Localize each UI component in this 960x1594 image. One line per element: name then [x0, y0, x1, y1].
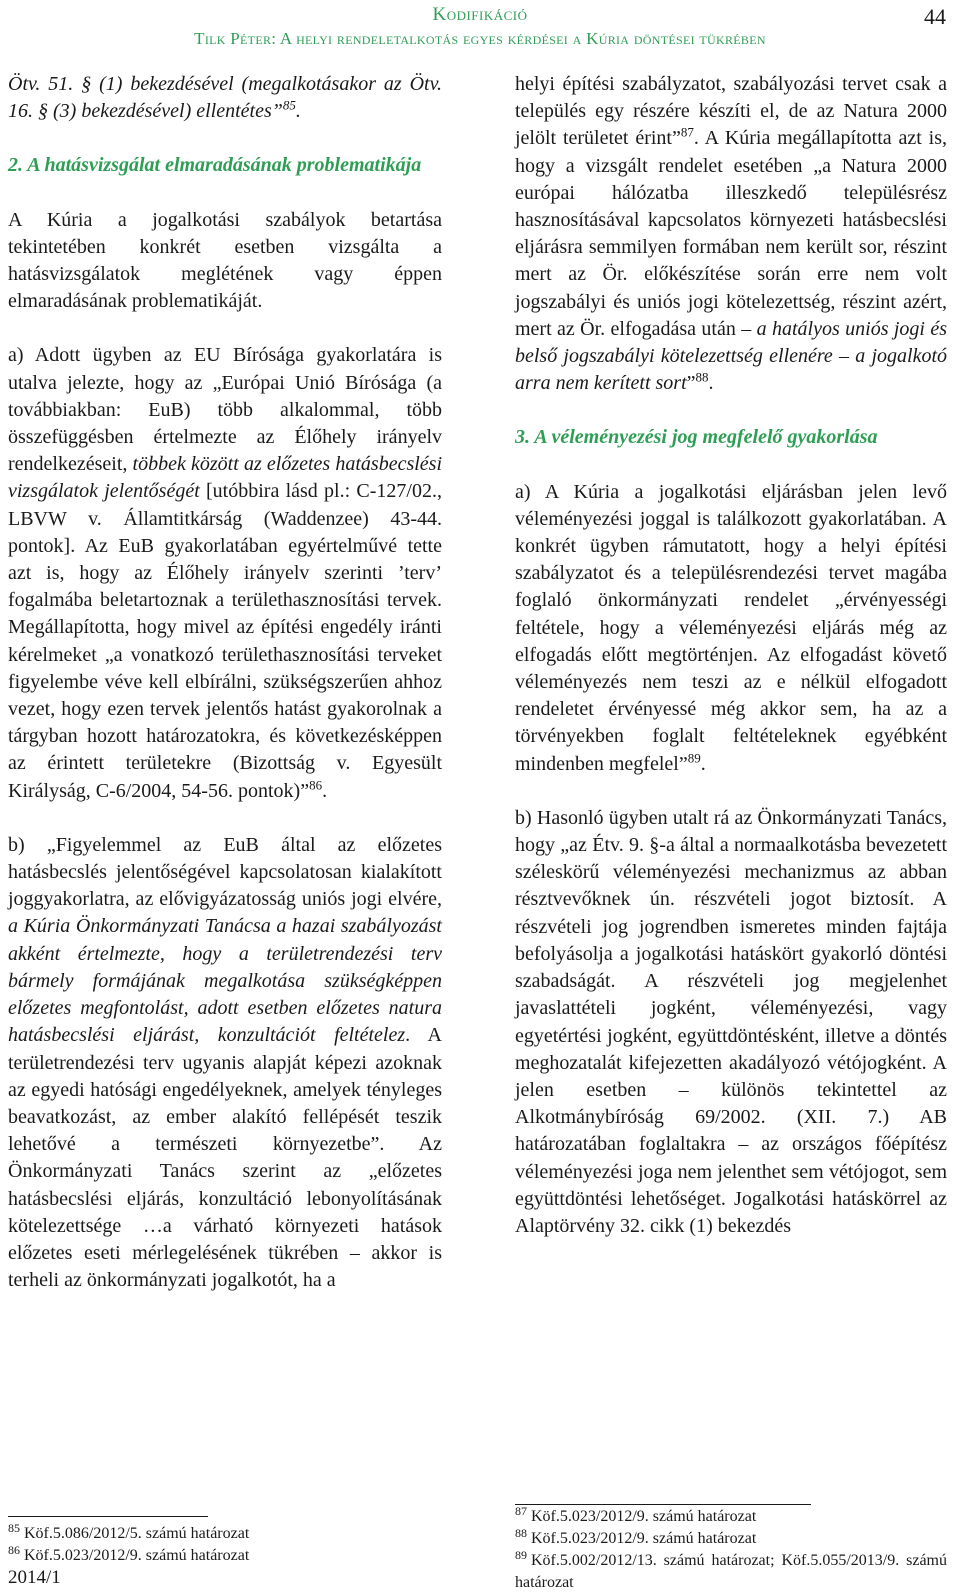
- footnote-85: $^{85}$ Köf.5.086/2012/5. számú határozat: [8, 1520, 250, 1542]
- intro-paragraph: Ötv. 51. § (1) bekezdésével (megalkotásakor az Ötv. 16. § (3) bekezdésével) ellentétes”$^{85}$.: [8, 73, 442, 123]
- journal-title: Kodifikáció: [432, 4, 528, 25]
- paragraph-hatasvizsgalat: A Kúria a jogalkotási szabályok betartása tekintetében konkrét esetben vizsgálta a hatásvizsgálatok meglétének vagy éppen elmaradásának problematikáját.: [8, 208, 442, 313]
- footnote-ref-86[interactable]: 86: [309, 777, 323, 793]
- footnotes-right: [515, 1503, 947, 1594]
- paragraph-b-eub: b) „Figyelemmel az EuB által az előzetes hatásbecslés jelentőségével kapcsolatosan kialakított joggyakorlatra, az elővigyázatosság uniós jogi elvére, a Kúria Önkormányzati Tanácsa a hazai szabályozást akként értelmezte, hogy a területrendezési terv bármely formájának megalkotása szükségképpen előzetes megfontolást, adott esetben előzetes natura hatásbecslési eljárást, konzultációt feltételez. A területrendezési terv ugyanis alapját képezi azoknak az egyedi hatósági engedélyeknek, amelyek tényleges beavatkozást, az ember alakító fellépését teszik lehetővé a természeti környezetbe”. Az Önkormányzati Tanács szerint az „előzetes hatásbecslési eljárás, konzultáció lebonyolításának kötelezettsége …a várható környezeti hatások előzetes eseti mérlegelésének tükrében – akkor is terheli az önkormányzati jogalkotót, ha a: [8, 833, 442, 1292]
- page-number: 44: [924, 4, 946, 29]
- footnote-87: $^{87}$ Köf.5.023/2012/9. számú határozat: [515, 1503, 757, 1525]
- footnote-ref-89[interactable]: 89: [687, 750, 701, 766]
- issue-number: 2014/1: [8, 1567, 61, 1588]
- footnote-rule-left-2: [8, 1516, 208, 1517]
- section-heading-2: 2. A hatásvizsgálat elmaradásának problematikája: [8, 154, 422, 177]
- footnote-89: $^{89}$ Köf.5.002/2012/13. számú határozat; Köf.5.055/2013/9. számú határozat: [515, 1547, 947, 1591]
- left-column: [8, 71, 442, 1294]
- paragraph-natura: helyi építési szabályzatot, szabályozási tervet csak a település egy részére készíti el, de az Natura 2000 jelölt területet érint”$^{87}$. A Kúria megállapította azt is, hogy a vizsgált rendelet esetében „a Natura 2000 európai hálózatba illeszkedő településrész hasznosításával kapcsolatos környezeti hatásbecslési eljárásra semmilyen formában nem került sor, részint mert az Ör. előkészítése során erre nem volt jogszabályi és uniós jogi kötelezettség, részint azért, mert az Ör. elfogadása után – a hatályos uniós jogi és belső jogszabályi kötelezettség ellenére – a jogalkotó arra nem kerített sort”$^{88}$.: [515, 73, 947, 395]
- footnote-ref-87[interactable]: 87: [680, 124, 694, 140]
- footnotes-left-block: [8, 1516, 442, 1589]
- right-column: [515, 71, 947, 1240]
- footnote-rule-right: [515, 1504, 811, 1505]
- footnote-86: $^{86}$ Köf.5.023/2012/9. számú határozat: [8, 1542, 250, 1564]
- paragraph-a-velemenyezes: a) A Kúria a jogalkotási eljárásban jelen levő véleményezési joggal is találkozott gyakorlatában. A konkrét ügyben rámutatott, hogy a helyi építési szabályzatot és a településrendezési tervet magába foglaló önkormányzati rendelet „érvényességi feltétele, hogy a véleményezési eljárás még az elfogadás előtt megtörténjen. Az elfogadást követő véleményezés nem teszi az e nélkül elfogadott rendeletet érvényessé még akkor sem, ha az a törvényekben foglalt feltételeknek egyébként mindenben megfelel”$^{89}$.: [515, 480, 947, 775]
- footnote-ref-88[interactable]: 88: [695, 369, 709, 385]
- footnote-ref-85[interactable]: 85: [282, 97, 296, 113]
- section-heading-3: 3. A véleményezési jog megfelelő gyakorlása: [515, 426, 878, 449]
- paragraph-a-eub: a) Adott ügyben az EU Bírósága gyakorlatára is utalva jelezte, hogy az „Európai Unió Bírósága (a továbbiakban: EuB) több alkalommal, több összefüggésben értelmezte az Élőhely irányelv rendelkezéseit, többek között az előzetes hatásbecslési vizsgálatok jelentőségét [utóbbira lásd pl.: C-127/02., LBVW v. Államtitkárság (Waddenzee) 43-44. pontok]. Az EuB gyakorlatában egyértelművé tette azt is, hogy az Élőhely irányelv szerinti ’terv’ fogalmába beletartoznak a területhasznosítási tervek. Megállapította, hogy mivel az építési engedély iránti kérelmeket „a vonatkozó területhasznosítási terveket figyelembe véve kell elbírálni, szükségszerűen ahhoz vezet, hogy ezen tervek jelentős hatást gyakorolnak a tárgyban hozott határozatokra, és következésképpen az érintett területekre (Bizottság v. Egyesült Királyság, C-6/2004, 54-56. pontok)”$^{86}$.: [8, 344, 443, 802]
- footnote-88: $^{88}$ Köf.5.023/2012/9. számú határozat: [515, 1525, 757, 1547]
- running-title: Tilk Péter: A helyi rendeletalkotás egyes kérdései a Kúria döntései tükrében: [194, 29, 766, 48]
- paragraph-b-reszveteli-jog: b) Hasonló ügyben utalt rá az Önkormányzati Tanács, hogy „az Étv. 9. §-a által a normaalkotásba bevezetett széleskörű véleményezési mechanizmus az abban résztvevőknek ún. részvételi jogot biztosít. A részvételi jog jogrendben ismeretes minden fajtája befolyásolja a jogalkotási hatáskört gyakorló döntési szabadságát. A részvételi jog megjelenhet javaslattételi jogként, véleményezési, vagy egyetértési jogként, együttdöntésként, illetve a döntés meghozatalát kifejezetten akadályozó vétójogként. A jelen esetben – különös tekintettel az Alkotmánybíróság 69/2002. (XII. 7.) AB határozatában foglaltakra – az országos főépítész véleményezési joga nem jelenthet sem vétójogot, sem együttdöntési lehetőséget. Jogalkotási hatáskörrel az Alaptörvény 32. cikk (1) bekezdés: [515, 806, 947, 1237]
